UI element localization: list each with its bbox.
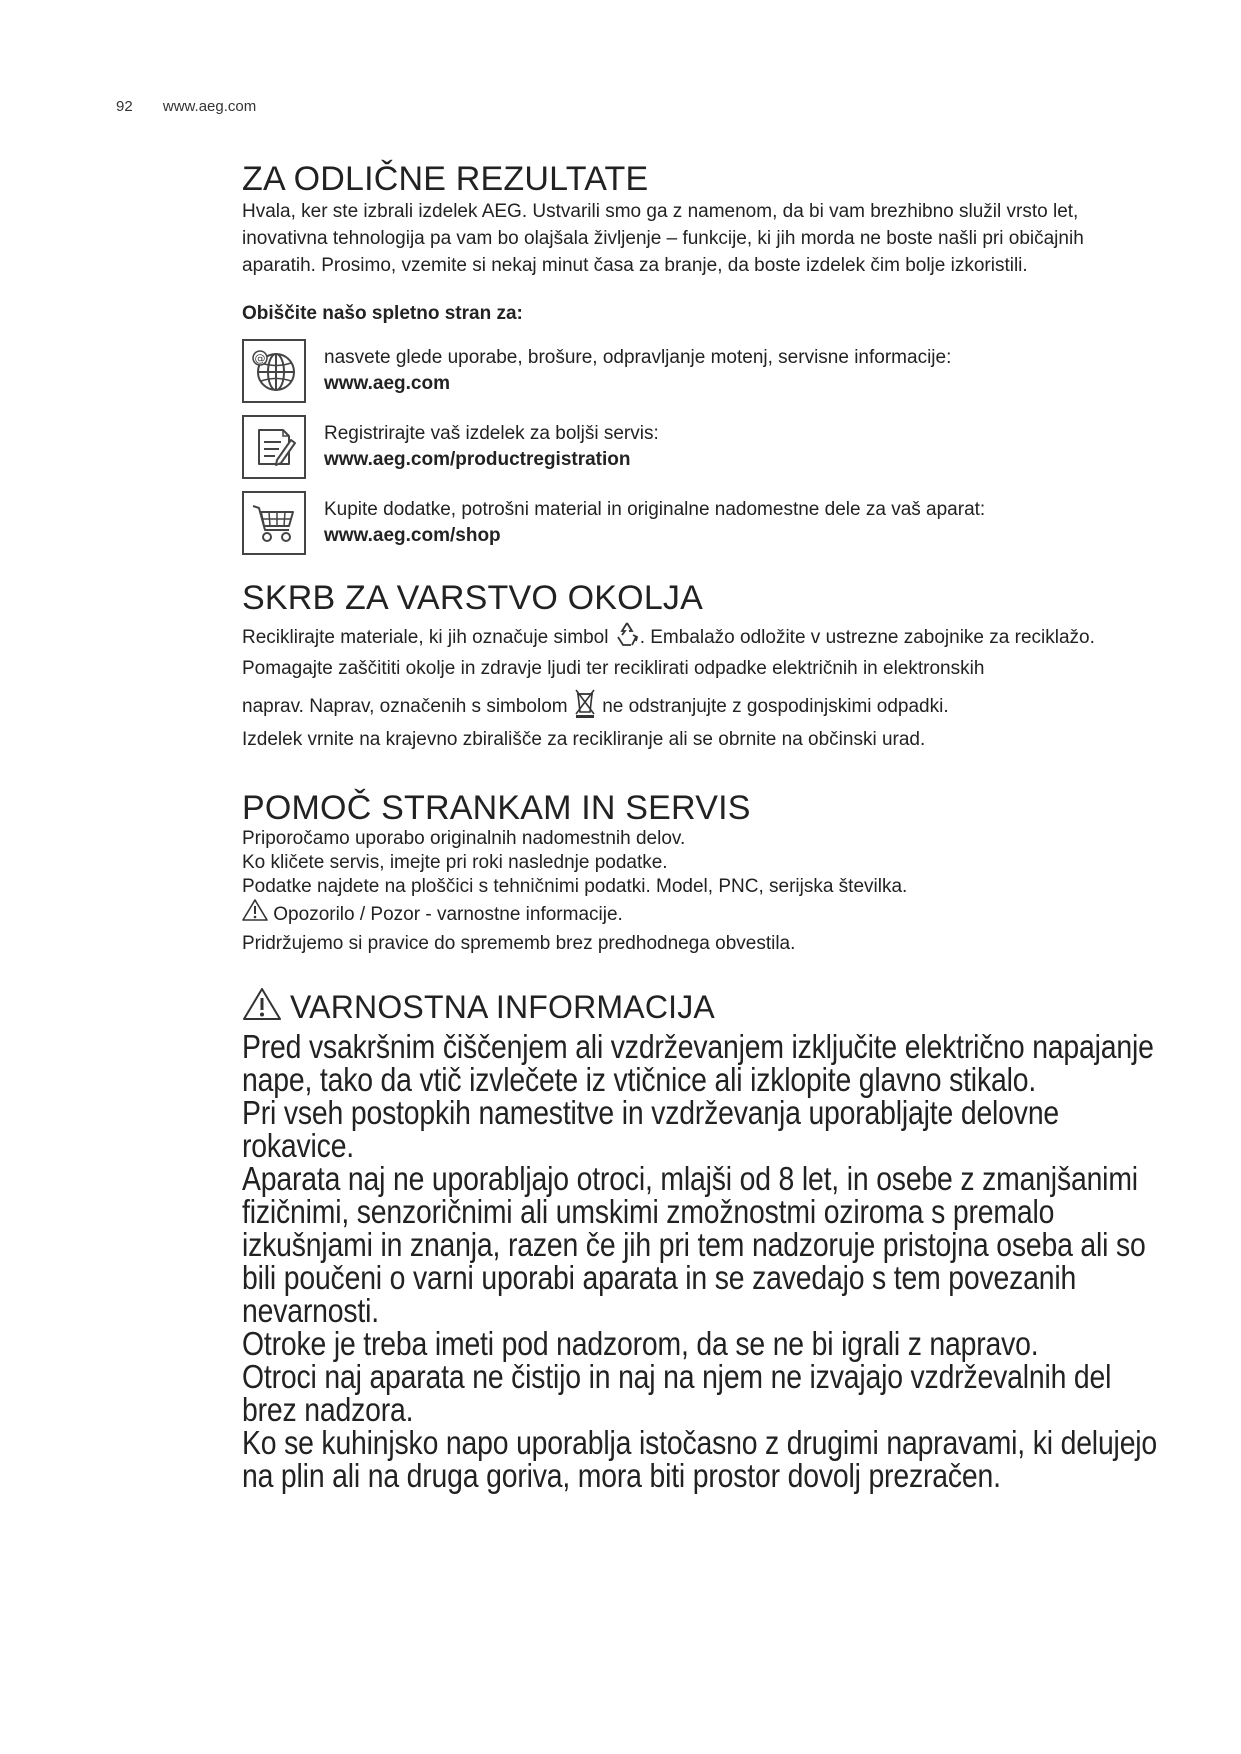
visit-label: Obiščite našo spletno stran za: bbox=[242, 303, 523, 324]
link-desc: Kupite dodatke, potrošni material in originalne nadomestne dele za vaš aparat: bbox=[324, 499, 986, 520]
environment-text-1 bbox=[242, 621, 1162, 655]
environment-line3-b: ne odstranjujte z gospodinjskimi odpadki. bbox=[602, 696, 949, 718]
intro-title: ZA ODLIČNE REZULTATE bbox=[242, 160, 649, 198]
environment-line4: Izdelek vrnite na krajevno zbirališče za recikliranje ali se obrnite na občinski urad. bbox=[242, 729, 926, 750]
recycle-icon bbox=[614, 621, 640, 655]
link-row-shop bbox=[242, 491, 1162, 555]
cart-icon bbox=[242, 491, 306, 555]
safety-paragraph-2: Pri vseh postopkih namestitve in vzdrževanja uporabljajte delovne rokavice. bbox=[242, 1094, 1060, 1164]
safety-paragraph-3: Aparata naj ne uporabljajo otroci, mlajši od 8 let, in osebe z zmanjšanimi fizičnimi, senzoričnimi ali umskimi zmožnostmi oziroma s premalo izkušnjami in znanja, razen če jih pri tem nadzoruje pristojna oseba ali so bili poučeni o varni uporabi aparata in se zavedajo s tem povezanih nevarnosti. bbox=[242, 1160, 1146, 1329]
weee-bin-icon bbox=[573, 688, 597, 726]
page-number: 92 bbox=[116, 98, 133, 115]
safety-paragraphs bbox=[242, 1030, 1162, 1492]
page-header bbox=[116, 98, 256, 115]
link-row-registration bbox=[242, 415, 1162, 479]
environment-line2: Pomagajte zaščititi okolje in zdravje ljudi ter reciklirati odpadke električnih in elektronskih bbox=[242, 658, 985, 679]
environment-title: SKRB ZA VARSTVO OKOLJA bbox=[242, 579, 704, 617]
environment-text-3 bbox=[242, 688, 1162, 726]
service-title: POMOČ STRANKAM IN SERVIS bbox=[242, 789, 751, 827]
registration-icon bbox=[242, 415, 306, 479]
globe-icon bbox=[242, 339, 306, 403]
link-text-registration bbox=[324, 415, 659, 473]
safety-paragraph-4: Otroke je treba imeti pod nadzorom, da se ne bi igrali z napravo. bbox=[242, 1325, 1039, 1362]
safety-paragraph-6: Ko se kuhinjsko napo uporablja istočasno z drugimi napravami, ki delujejo na plin ali na druga goriva, mora biti prostor dovolj prezračen. bbox=[242, 1424, 1158, 1494]
service-last-line: Pridržujemo si pravice do sprememb brez predhodnega obvestila. bbox=[242, 933, 796, 954]
link-text-shop bbox=[324, 491, 985, 549]
intro-text: Hvala, ker ste izbrali izdelek AEG. Ustvarili smo ga z namenom, da bi vam brezhibno služil vrsto let, inovativna tehnologija pa vam bo olajšala življenje – funkcije, ki jih morda ne boste našli pri običajnih aparatih. Prosimo, vzemite si nekaj minut časa za branje, da boste izdelek čim bolje izkoristili. bbox=[242, 201, 1084, 276]
service-warning-text: Opozorilo / Pozor - varnostne informacije. bbox=[273, 904, 623, 926]
service-line-1: Priporočamo uporabo originalnih nadomestnih delov. bbox=[242, 828, 686, 849]
safety-paragraph-1: Pred vsakršnim čiščenjem ali vzdrževanjem izključite električno napajanje nape, tako da vtič izvlečete iz vtičnice ali izklopite glavno stikalo. bbox=[242, 1028, 1154, 1098]
link-url-registration[interactable]: www.aeg.com/productregistration bbox=[324, 449, 631, 470]
link-text-website bbox=[324, 339, 951, 397]
safety-title: VARNOSTNA INFORMACIJA bbox=[290, 988, 715, 1025]
link-url-website[interactable]: www.aeg.com bbox=[324, 373, 450, 394]
svg-text:@: @ bbox=[254, 352, 266, 365]
environment-line1-b: . Embalažo odložite v ustrezne zabojnike za reciklažo. bbox=[639, 627, 1095, 649]
service-line-2: Ko kličete servis, imejte pri roki naslednje podatke. bbox=[242, 852, 668, 873]
link-row-website bbox=[242, 339, 1162, 403]
header-url[interactable]: www.aeg.com bbox=[162, 98, 257, 115]
link-url-shop[interactable]: www.aeg.com/shop bbox=[324, 525, 501, 546]
service-line-3: Podatke najdete na ploščici s tehničnimi podatki. Model, PNC, serijska številka. bbox=[242, 876, 908, 897]
main-content bbox=[242, 160, 1162, 1492]
environment-line1-a: Reciklirajte materiale, ki jih označuje simbol bbox=[242, 627, 609, 649]
environment-line3-a: naprav. Naprav, označenih s simbolom bbox=[242, 696, 568, 718]
safety-paragraph-5: Otroci naj aparata ne čistijo in naj na njem ne izvajajo vzdrževalnih del brez nadzora. bbox=[242, 1358, 1112, 1428]
warning-icon bbox=[242, 987, 282, 1026]
link-desc: Registrirajte vaš izdelek za boljši servis: bbox=[324, 423, 659, 444]
service-warning-line bbox=[242, 899, 1162, 931]
safety-heading bbox=[242, 987, 1162, 1026]
warning-icon bbox=[242, 899, 268, 931]
link-desc: nasvete glede uporabe, brošure, odpravljanje motenj, servisne informacije: bbox=[324, 347, 952, 368]
